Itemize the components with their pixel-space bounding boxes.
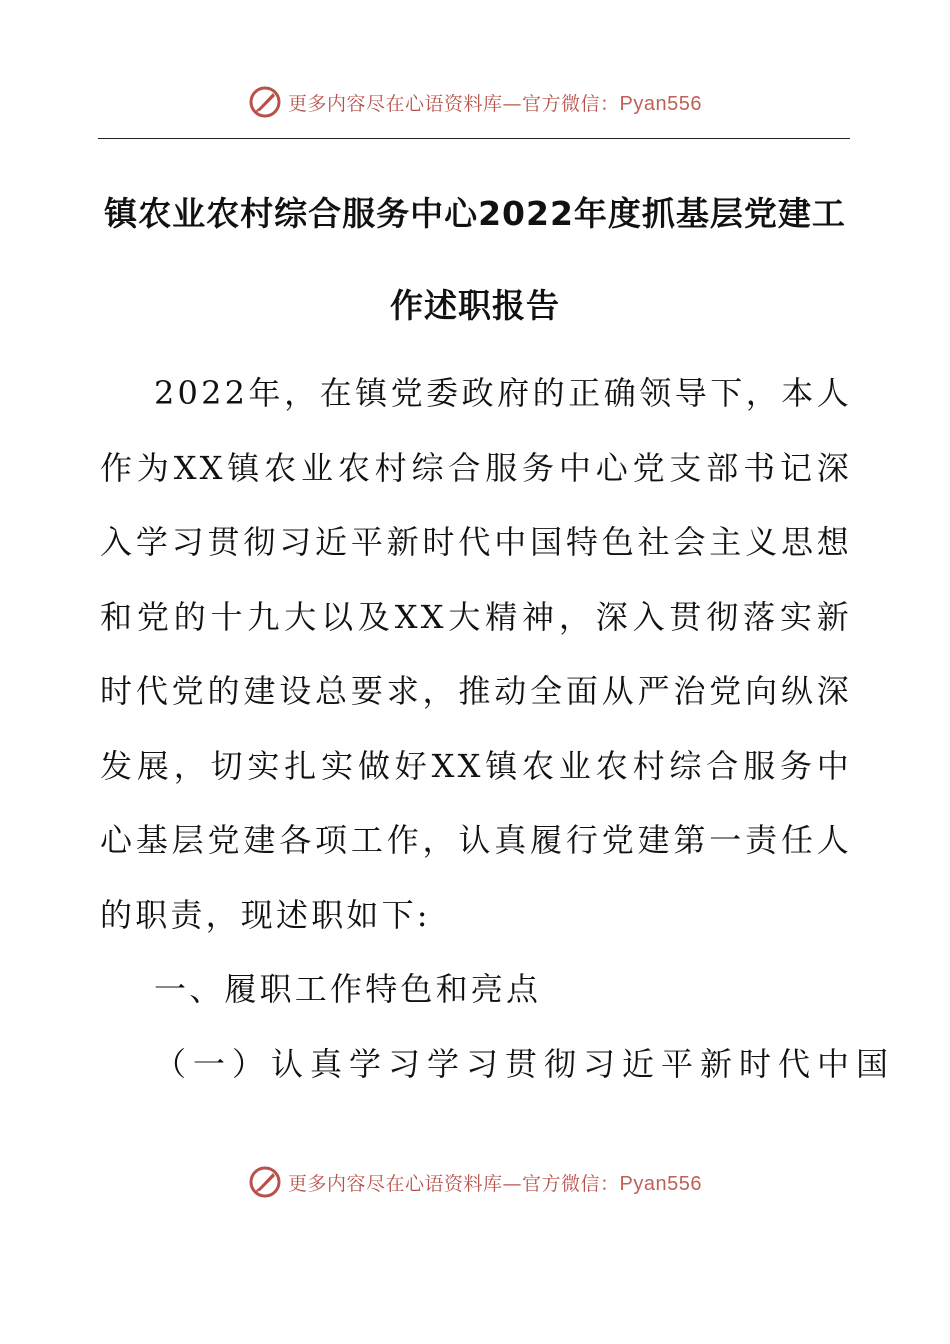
quill-pen-circle-icon xyxy=(248,85,282,119)
footer-watermark xyxy=(0,1162,950,1202)
document-title: 镇农业农村综合服务中心2022年度抓基层党建工作述职报告 xyxy=(104,194,846,325)
quill-pen-circle-icon xyxy=(248,1165,282,1199)
header-watermark xyxy=(0,82,950,122)
section-heading: 一、履职工作特色和亮点 xyxy=(154,970,542,1008)
watermark-text: 更多内容尽在心语资料库—官方微信：Pyan556 xyxy=(288,1172,702,1195)
watermark-text: 更多内容尽在心语资料库—官方微信：Pyan556 xyxy=(288,92,702,115)
intro-paragraph: 2022年，在镇党委政府的正确领导下，本人作为XX镇农业农村综合服务中心党支部书记深入学习贯彻习近平新时代中国特色社会主义思想和党的十九大以及XX大精神，深入贯彻落实新时代党的建设总要求，推动全面从严治党向纵深发展，切实扎实做好XX镇农业农村综合服务中心基层党建各项工作，认真履行党建第一责任人的职责，现述职如下: xyxy=(100,374,852,934)
document-body xyxy=(100,356,896,1101)
watermark-wechat-id: Pyan556 xyxy=(619,92,702,115)
sub-heading: （一）认真学习学习贯彻习近平新时代中国 xyxy=(154,1044,896,1083)
watermark-wechat-id: Pyan556 xyxy=(619,1172,702,1195)
header-divider xyxy=(98,138,850,139)
